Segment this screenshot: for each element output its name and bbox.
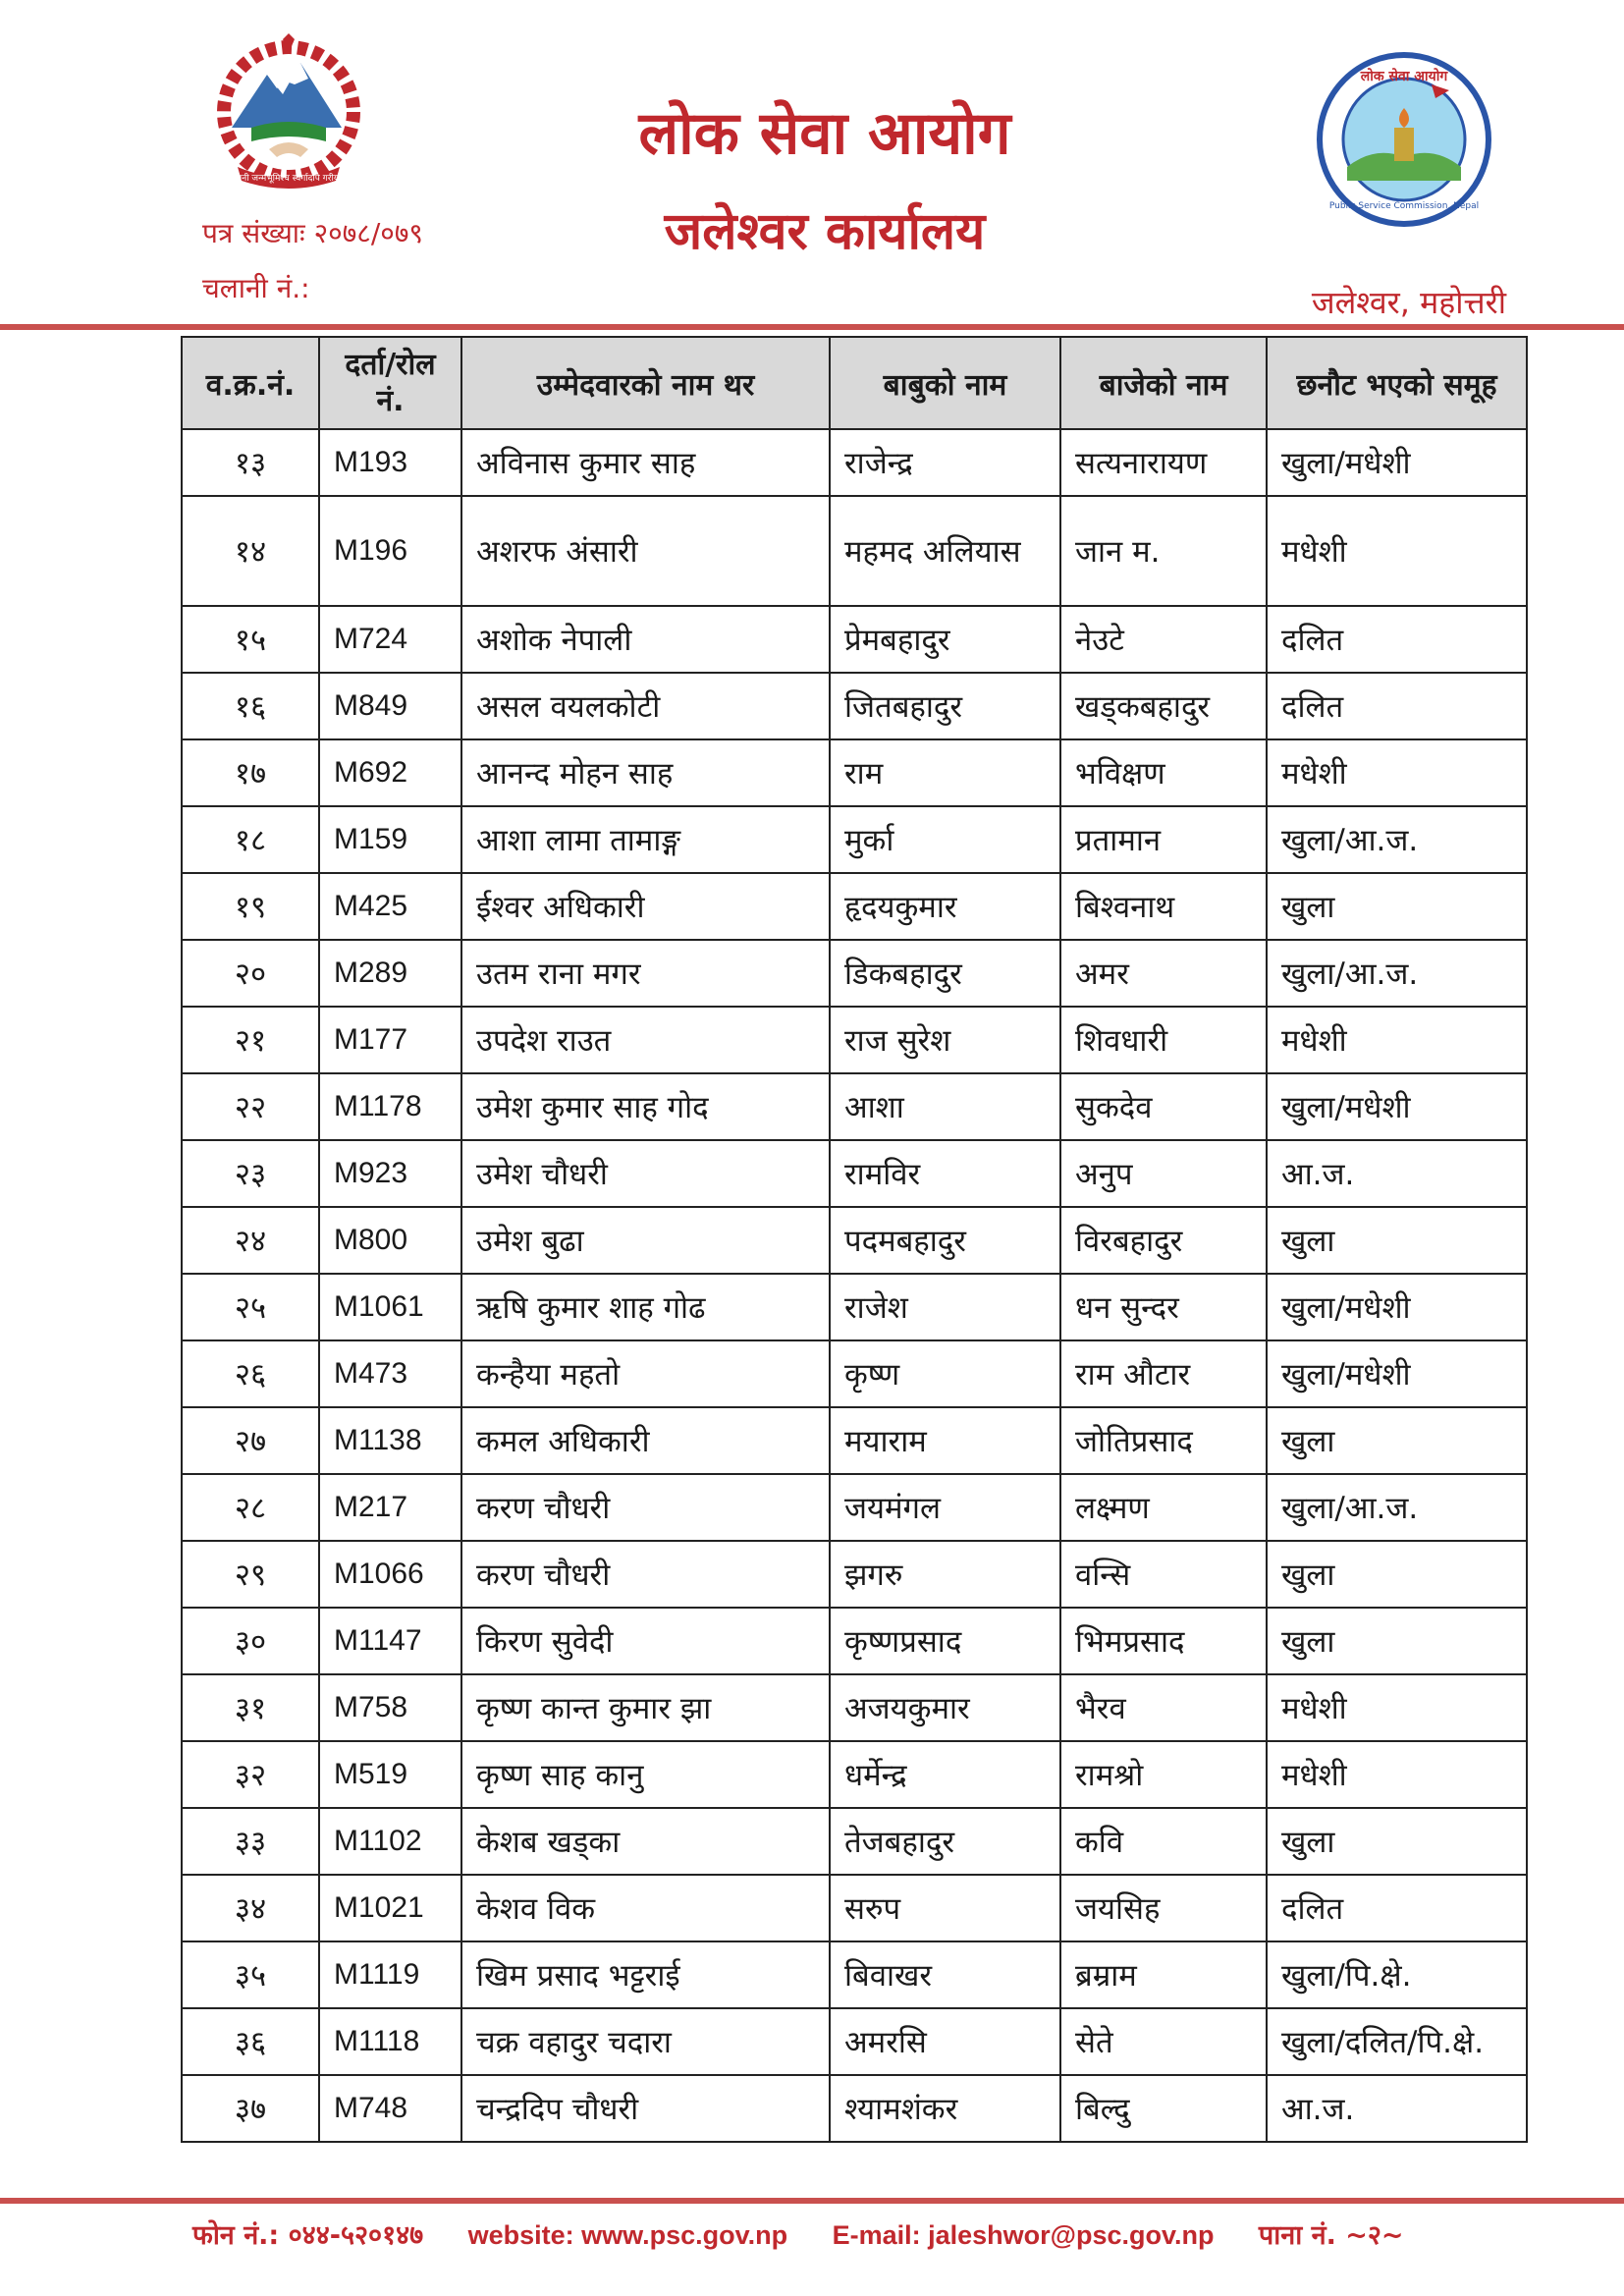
grandfather-name-cell: लक्ष्मण [1060, 1474, 1267, 1541]
candidate-name-cell: असल वयलकोटी [461, 673, 830, 739]
candidate-name-cell: खिम प्रसाद भट्टराई [461, 1941, 830, 2008]
grandfather-name-cell: सेते [1060, 2008, 1267, 2075]
grandfather-name-cell: अमर [1060, 940, 1267, 1007]
serial-cell: २३ [182, 1140, 319, 1207]
father-name-cell: राज सुरेश [830, 1007, 1060, 1073]
father-name-cell: रामविर [830, 1140, 1060, 1207]
group-cell: मधेशी [1267, 739, 1527, 806]
header-father-name: बाबुको नाम [830, 337, 1060, 429]
header-candidate-name: उम्मेदवारको नाम थर [461, 337, 830, 429]
serial-cell: २५ [182, 1274, 319, 1340]
grandfather-name-cell: बिश्वनाथ [1060, 873, 1267, 940]
roll-cell: M1178 [319, 1073, 461, 1140]
table-row [182, 1875, 1527, 1941]
father-name-cell: जयमंगल [830, 1474, 1060, 1541]
table-row [182, 1541, 1527, 1608]
table-row [182, 1073, 1527, 1140]
serial-cell: १७ [182, 739, 319, 806]
roll-cell: M849 [319, 673, 461, 739]
table-row [182, 1140, 1527, 1207]
father-name-cell: आशा [830, 1073, 1060, 1140]
father-name-cell: सरुप [830, 1875, 1060, 1941]
group-cell: दलित [1267, 606, 1527, 673]
candidate-name-cell: किरण सुवेदी [461, 1608, 830, 1674]
roll-cell: M692 [319, 739, 461, 806]
nepal-emblem [192, 33, 385, 196]
father-name-cell: राजेन्द्र [830, 429, 1060, 496]
table-row [182, 1274, 1527, 1340]
serial-cell: ३२ [182, 1741, 319, 1808]
roll-cell: M1118 [319, 2008, 461, 2075]
table-row [182, 739, 1527, 806]
table-row [182, 1941, 1527, 2008]
serial-cell: २६ [182, 1340, 319, 1407]
roll-cell: M1021 [319, 1875, 461, 1941]
serial-cell: २० [182, 940, 319, 1007]
candidate-name-cell: ऋषि कुमार शाह गोढ [461, 1274, 830, 1340]
father-name-cell: बिवाखर [830, 1941, 1060, 2008]
serial-cell: २८ [182, 1474, 319, 1541]
serial-cell: ३१ [182, 1674, 319, 1741]
footer-website[interactable]: website: www.psc.gov.np [467, 2220, 788, 2250]
serial-cell: २७ [182, 1407, 319, 1474]
group-cell: खुला/आ.ज. [1267, 1474, 1527, 1541]
candidate-name-cell: ईश्वर अधिकारी [461, 873, 830, 940]
serial-cell: ३५ [182, 1941, 319, 2008]
father-name-cell: श्यामशंकर [830, 2075, 1060, 2142]
father-name-cell: झगरु [830, 1541, 1060, 1608]
serial-cell: १३ [182, 429, 319, 496]
header-grandfather-name: बाजेको नाम [1060, 337, 1267, 429]
candidate-name-cell: करण चौधरी [461, 1541, 830, 1608]
serial-cell: ३० [182, 1608, 319, 1674]
roll-cell: M519 [319, 1741, 461, 1808]
serial-cell: ३३ [182, 1808, 319, 1875]
table-row [182, 496, 1527, 606]
grandfather-name-cell: विरबहादुर [1060, 1207, 1267, 1274]
table-row [182, 1407, 1527, 1474]
father-name-cell: धर्मेन्द्र [830, 1741, 1060, 1808]
roll-cell: M724 [319, 606, 461, 673]
grandfather-name-cell: जान म. [1060, 496, 1267, 606]
roll-cell: M1138 [319, 1407, 461, 1474]
group-cell: खुला [1267, 1608, 1527, 1674]
roll-cell: M289 [319, 940, 461, 1007]
group-cell: खुला [1267, 1808, 1527, 1875]
table-row [182, 2075, 1527, 2142]
serial-cell: ३४ [182, 1875, 319, 1941]
table-row [182, 673, 1527, 739]
table-row [182, 2008, 1527, 2075]
footer-phone: फोन नं.: ०४४-५२०१४७ [192, 2220, 424, 2251]
serial-cell: २२ [182, 1073, 319, 1140]
candidate-name-cell: आशा लामा तामाङ्ग [461, 806, 830, 873]
table-row [182, 1207, 1527, 1274]
chalani-number: चलानी नं.: [202, 272, 310, 304]
roll-cell: M1119 [319, 1941, 461, 2008]
header-serial: व.क्र.नं. [182, 337, 319, 429]
table-row [182, 940, 1527, 1007]
table-row [182, 1340, 1527, 1407]
grandfather-name-cell: वन्सि [1060, 1541, 1267, 1608]
grandfather-name-cell: ब्रम्राम [1060, 1941, 1267, 2008]
psc-logo-subtext: Public Service Commission, Nepal [1328, 201, 1480, 211]
candidate-name-cell: उमेश कुमार साह गोद [461, 1073, 830, 1140]
header-divider [0, 324, 1624, 330]
office-name: जलेश्वर कार्यालय [664, 202, 986, 261]
father-name-cell: राजेश [830, 1274, 1060, 1340]
group-cell: खुला [1267, 873, 1527, 940]
table-header-row [182, 337, 1527, 429]
father-name-cell: कृष्णप्रसाद [830, 1608, 1060, 1674]
table-row [182, 1674, 1527, 1741]
header-roll: दर्ता/रोल नं. [319, 337, 461, 429]
table-body [182, 429, 1527, 2142]
group-cell: दलित [1267, 1875, 1527, 1941]
table-row [182, 429, 1527, 496]
group-cell: खुला/पि.क्षे. [1267, 1941, 1527, 2008]
grandfather-name-cell: प्रतामान [1060, 806, 1267, 873]
roll-cell: M193 [319, 429, 461, 496]
serial-cell: २४ [182, 1207, 319, 1274]
roll-cell: M923 [319, 1140, 461, 1207]
father-name-cell: अजयकुमार [830, 1674, 1060, 1741]
group-cell: खुला/आ.ज. [1267, 940, 1527, 1007]
grandfather-name-cell: सत्यनारायण [1060, 429, 1267, 496]
grandfather-name-cell: रामश्रो [1060, 1741, 1267, 1808]
serial-cell: १६ [182, 673, 319, 739]
group-cell: खुला/मधेशी [1267, 1073, 1527, 1140]
group-cell: खुला/मधेशी [1267, 1274, 1527, 1340]
grandfather-name-cell: जोतिप्रसाद [1060, 1407, 1267, 1474]
results-table [181, 336, 1528, 2143]
group-cell: दलित [1267, 673, 1527, 739]
grandfather-name-cell: भिमप्रसाद [1060, 1608, 1267, 1674]
group-cell: खुला/मधेशी [1267, 1340, 1527, 1407]
table-row [182, 1808, 1527, 1875]
father-name-cell: हृदयकुमार [830, 873, 1060, 940]
serial-cell: १९ [182, 873, 319, 940]
candidate-name-cell: उतम राना मगर [461, 940, 830, 1007]
roll-cell: M1147 [319, 1608, 461, 1674]
table-row [182, 1608, 1527, 1674]
roll-cell: M1061 [319, 1274, 461, 1340]
emblem-caption: जननी जन्मभूमिश्च स्वर्गादपि गरीयसी [230, 174, 348, 184]
group-cell: खुला [1267, 1207, 1527, 1274]
grandfather-name-cell: भैरव [1060, 1674, 1267, 1741]
candidate-name-cell: चन्द्रदिप चौधरी [461, 2075, 830, 2142]
candidate-name-cell: केशव विक [461, 1875, 830, 1941]
roll-cell: M196 [319, 496, 461, 606]
group-cell: आ.ज. [1267, 1140, 1527, 1207]
roll-cell: M748 [319, 2075, 461, 2142]
table-row [182, 1741, 1527, 1808]
reference-number: पत्र संख्याः २०७८/०७९ [202, 217, 423, 249]
footer-divider [0, 2198, 1624, 2204]
group-cell: खुला/आ.ज. [1267, 806, 1527, 873]
candidate-name-cell: करण चौधरी [461, 1474, 830, 1541]
father-name-cell: कृष्ण [830, 1340, 1060, 1407]
grandfather-name-cell: बिल्दु [1060, 2075, 1267, 2142]
group-cell: मधेशी [1267, 1007, 1527, 1073]
candidate-name-cell: अशोक नेपाली [461, 606, 830, 673]
candidate-name-cell: उमेश चौधरी [461, 1140, 830, 1207]
serial-cell: ३७ [182, 2075, 319, 2142]
serial-cell: १४ [182, 496, 319, 606]
roll-cell: M473 [319, 1340, 461, 1407]
roll-cell: M177 [319, 1007, 461, 1073]
grandfather-name-cell: जयसिह [1060, 1875, 1267, 1941]
candidate-name-cell: कृष्ण साह कानु [461, 1741, 830, 1808]
footer-page-number: पाना नं. ~२~ [1258, 2220, 1404, 2251]
footer [192, 2215, 1439, 2252]
grandfather-name-cell: राम औटार [1060, 1340, 1267, 1407]
roll-cell: M425 [319, 873, 461, 940]
father-name-cell: जितबहादुर [830, 673, 1060, 739]
group-cell: आ.ज. [1267, 2075, 1527, 2142]
page-title: लोक सेवा आयोग [638, 99, 1011, 168]
father-name-cell: राम [830, 739, 1060, 806]
serial-cell: २१ [182, 1007, 319, 1073]
candidate-name-cell: अविनास कुमार साह [461, 429, 830, 496]
father-name-cell: डिकबहादुर [830, 940, 1060, 1007]
grandfather-name-cell: नेउटे [1060, 606, 1267, 673]
serial-cell: २९ [182, 1541, 319, 1608]
header-selected-group: छनौट भएको समूह [1267, 337, 1527, 429]
father-name-cell: महमद अलियास [830, 496, 1060, 606]
roll-cell: M1066 [319, 1541, 461, 1608]
psc-logo-text: लोक सेवा आयोग [1360, 69, 1448, 84]
grandfather-name-cell: खड्कबहादुर [1060, 673, 1267, 739]
table-row [182, 873, 1527, 940]
father-name-cell: मयाराम [830, 1407, 1060, 1474]
candidate-name-cell: उमेश बुढा [461, 1207, 830, 1274]
father-name-cell: तेजबहादुर [830, 1808, 1060, 1875]
grandfather-name-cell: धन सुन्दर [1060, 1274, 1267, 1340]
group-cell: खुला/दलित/पि.क्षे. [1267, 2008, 1527, 2075]
candidate-name-cell: कृष्ण कान्त कुमार झा [461, 1674, 830, 1741]
father-name-cell: अमरसि [830, 2008, 1060, 2075]
candidate-name-cell: आनन्द मोहन साह [461, 739, 830, 806]
candidate-name-cell: केशब खड्का [461, 1808, 830, 1875]
group-cell: खुला/मधेशी [1267, 429, 1527, 496]
candidate-name-cell: अशरफ अंसारी [461, 496, 830, 606]
candidate-name-cell: कन्हैया महतो [461, 1340, 830, 1407]
table-row [182, 606, 1527, 673]
group-cell: मधेशी [1267, 1741, 1527, 1808]
group-cell: मधेशी [1267, 1674, 1527, 1741]
table-row [182, 1474, 1527, 1541]
roll-cell: M217 [319, 1474, 461, 1541]
group-cell: मधेशी [1267, 496, 1527, 606]
father-name-cell: मुर्का [830, 806, 1060, 873]
table-row [182, 806, 1527, 873]
table-row [182, 1007, 1527, 1073]
roll-cell: M1102 [319, 1808, 461, 1875]
footer-email[interactable]: E-mail: jaleshwor@psc.gov.np [832, 2220, 1215, 2250]
grandfather-name-cell: अनुप [1060, 1140, 1267, 1207]
candidate-name-cell: चक्र वहादुर चदारा [461, 2008, 830, 2075]
father-name-cell: पदमबहादुर [830, 1207, 1060, 1274]
serial-cell: १५ [182, 606, 319, 673]
group-cell: खुला [1267, 1407, 1527, 1474]
roll-cell: M800 [319, 1207, 461, 1274]
serial-cell: १८ [182, 806, 319, 873]
grandfather-name-cell: कवि [1060, 1808, 1267, 1875]
group-cell: खुला [1267, 1541, 1527, 1608]
grandfather-name-cell: भविक्षण [1060, 739, 1267, 806]
grandfather-name-cell: शिवधारी [1060, 1007, 1267, 1073]
serial-cell: ३६ [182, 2008, 319, 2075]
candidate-name-cell: कमल अधिकारी [461, 1407, 830, 1474]
roll-cell: M159 [319, 806, 461, 873]
candidate-name-cell: उपदेश राउत [461, 1007, 830, 1073]
office-location: जलेश्वर, महोत्तरी [1311, 284, 1506, 321]
grandfather-name-cell: सुकदेव [1060, 1073, 1267, 1140]
father-name-cell: प्रेमबहादुर [830, 606, 1060, 673]
psc-logo [1316, 51, 1492, 228]
roll-cell: M758 [319, 1674, 461, 1741]
